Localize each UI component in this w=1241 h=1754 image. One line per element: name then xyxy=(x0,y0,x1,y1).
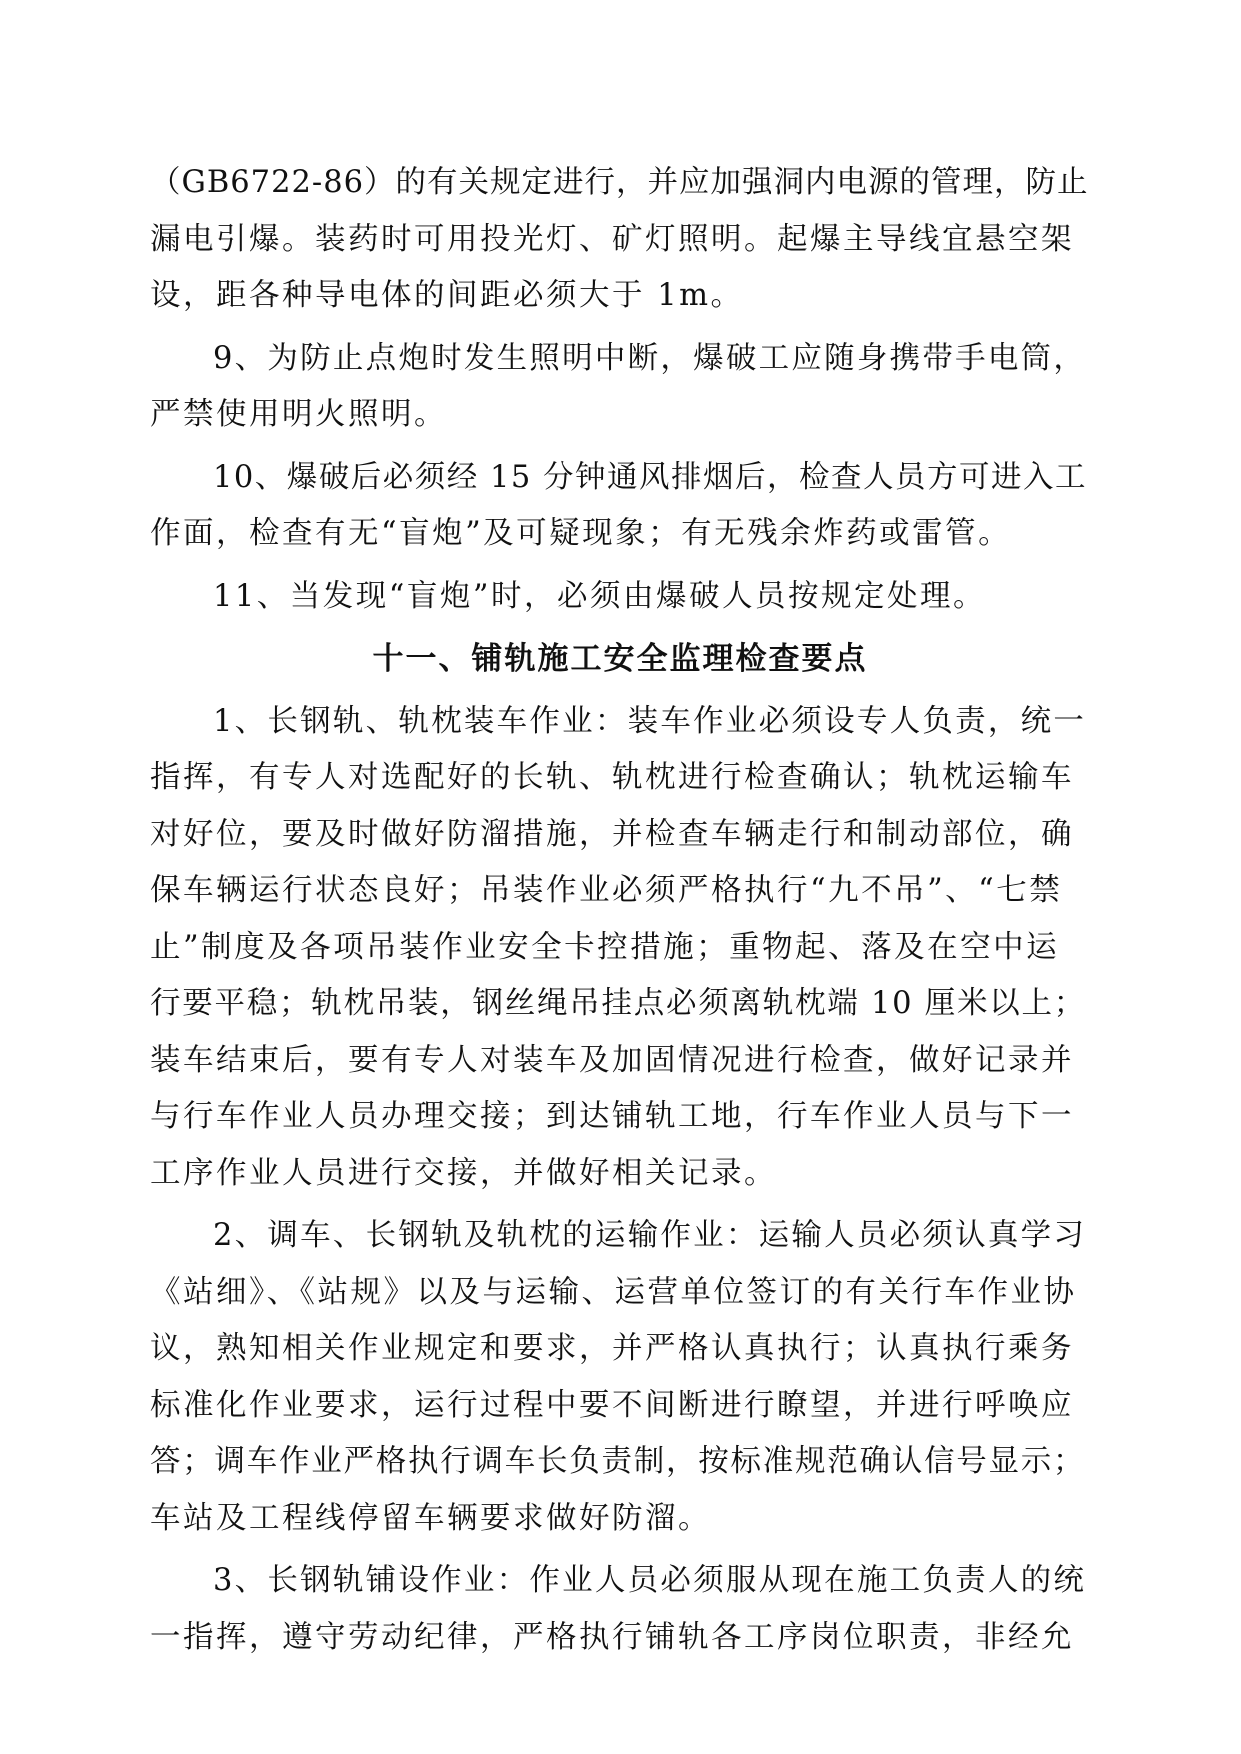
text-line: 保车辆运行状态良好；吊装作业必须严格执行“九不吊”、“七禁 xyxy=(150,873,1063,908)
para-section-item-2 xyxy=(150,1208,1090,1547)
text-line: 2、调车、长钢轨及轨枕的运输作业：运输人员必须认真学习 xyxy=(213,1218,1087,1253)
para-item-9 xyxy=(150,331,1090,444)
para-item-11 xyxy=(150,569,1090,626)
text-line: 严禁使用明火照明。 xyxy=(150,397,447,432)
text-line: 1、长钢轨、轨枕装车作业：装车作业必须设专人负责，统一 xyxy=(213,703,1087,739)
text-line: 行要平稳；轨枕吊装，钢丝绳吊挂点必须离轨枕端 10 厘米以上； xyxy=(150,986,1086,1021)
text-line: 作面，检查有无“盲炮”及可疑现象；有无残余炸药或雷管。 xyxy=(150,516,1012,551)
text-line: 漏电引爆。装药时可用投光灯、矿灯照明。起爆主导线宜悬空架 xyxy=(150,221,1074,257)
para-continuation xyxy=(150,155,1090,325)
text-line: 9、为防止点炮时发生照明中断，爆破工应随身携带手电筒， xyxy=(213,340,1087,376)
text-line: 标准化作业要求，运行过程中要不间断进行瞭望，并进行呼唤应 xyxy=(150,1387,1074,1423)
para-section-item-3 xyxy=(150,1553,1090,1666)
text-line: 《站细》、《站规》以及与运输、运营单位签订的有关行车作业协 xyxy=(150,1274,1077,1310)
text-line: 设，距各种导电体的间距必须大于 1m。 xyxy=(150,278,744,313)
document-page xyxy=(150,155,1090,1666)
text-line: 议，熟知相关作业规定和要求，并严格认真执行；认真执行乘务 xyxy=(150,1331,1074,1366)
text-line: 与行车作业人员办理交接；到达铺轨工地，行车作业人员与下一 xyxy=(150,1099,1074,1134)
text-line: 对好位，要及时做好防溜措施，并检查车辆走行和制动部位，确 xyxy=(150,816,1074,852)
text-line: 答；调车作业严格执行调车长负责制，按标准规范确认信号显示； xyxy=(150,1444,1086,1479)
text-line: 止”制度及各项吊装作业安全卡控措施；重物起、落及在空中运 xyxy=(150,929,1060,965)
para-section-item-1 xyxy=(150,694,1090,1203)
text-line: 10、爆破后必须经 15 分钟通风排烟后，检查人员方可进入工 xyxy=(213,459,1088,495)
para-item-10 xyxy=(150,450,1090,563)
text-line: 11、当发现“盲炮”时，必须由爆破人员按规定处理。 xyxy=(213,578,986,614)
text-line: （GB6722-86）的有关规定进行，并应加强洞内电源的管理，防止 xyxy=(150,165,1089,200)
section-heading: 十一、铺轨施工安全监理检查要点 xyxy=(372,641,868,677)
text-line: 装车结束后，要有专人对装车及加固情况进行检查，做好记录并 xyxy=(150,1042,1074,1078)
text-line: 车站及工程线停留车辆要求做好防溜。 xyxy=(150,1500,711,1536)
text-line: 3、长钢轨铺设作业：作业人员必须服从现在施工负责人的统 xyxy=(213,1563,1087,1598)
text-line: 工序作业人员进行交接，并做好相关记录。 xyxy=(150,1155,777,1191)
text-line: 指挥，有专人对选配好的长轨、轨枕进行检查确认；轨枕运输车 xyxy=(150,760,1074,795)
text-line: 一指挥，遵守劳动纪律，严格执行铺轨各工序岗位职责，非经允 xyxy=(150,1619,1074,1655)
